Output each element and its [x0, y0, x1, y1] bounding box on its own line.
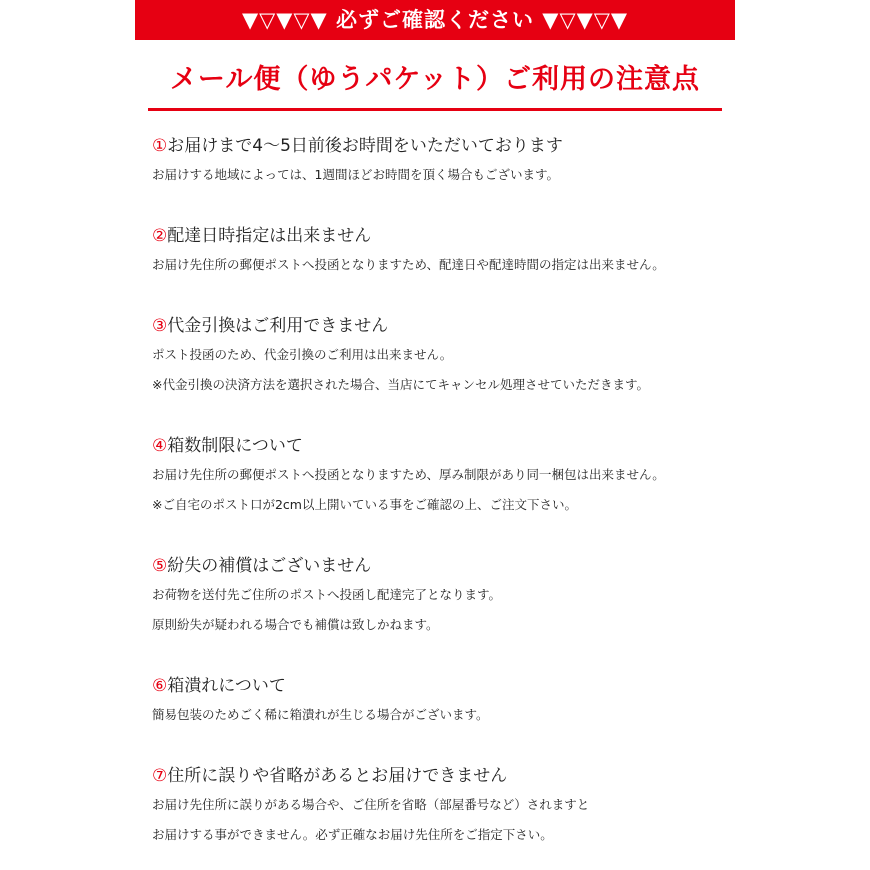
section-delivery-time [152, 132, 752, 190]
section-number: ① [152, 136, 168, 156]
page-title: メール便（ゆうパケット）ご利用の注意点 [169, 64, 701, 95]
section-line: お届け先住所に誤りがある場合や、ご住所を省略（部屋番号など）されますと [152, 797, 590, 812]
section-heading [152, 552, 752, 580]
section-line: 簡易包装のためごく稀に箱潰れが生じる場合がございます。 [152, 707, 489, 722]
section-heading-text: 配達日時指定は出来ません [167, 226, 372, 246]
section-heading-text: 箱数制限について [167, 436, 303, 456]
section-box-crush [152, 672, 752, 730]
section-box-limit [152, 432, 752, 520]
section-address-errors [152, 762, 752, 850]
section-line: お届けする地域によっては、1週間ほどお時間を頂く場合もございます。 [152, 167, 559, 182]
notice-banner: ▼▽▼▽▼ 必ずご確認ください ▼▽▼▽▼ [135, 0, 735, 40]
section-line: ※代金引換の決済方法を選択された場合、当店にてキャンセル処理させていただきます。 [152, 377, 649, 392]
section-line: お届け先住所の郵便ポストへ投函となりますため、配達日や配達時間の指定は出来ません。 [152, 257, 665, 272]
section-heading-text: お届けまで4～5日前後お時間をいただいております [167, 136, 563, 156]
section-line: 原則紛失が疑われる場合でも補償は致しかねます。 [152, 617, 439, 632]
section-number: ⑤ [152, 556, 168, 576]
section-heading [152, 312, 752, 340]
section-heading [152, 432, 752, 460]
section-heading-text: 箱潰れについて [167, 676, 286, 696]
section-line: お届け先住所の郵便ポストへ投函となりますため、厚み制限があり同一梱包は出来ません。 [152, 467, 665, 482]
section-no-date-time [152, 222, 752, 280]
section-heading-text: 住所に誤りや省略があるとお届けできません [167, 766, 508, 786]
section-number: ② [152, 226, 168, 246]
section-line: ※ご自宅のポスト口が2cm以上開いている事をご確認の上、ご注文下さい。 [152, 497, 577, 512]
section-number: ③ [152, 316, 168, 336]
section-number: ④ [152, 436, 168, 456]
section-heading-text: 紛失の補償はございません [167, 556, 372, 576]
section-heading [152, 672, 752, 700]
section-heading [152, 132, 752, 160]
section-heading [152, 222, 752, 250]
section-heading [152, 762, 752, 790]
section-line: ポスト投函のため、代金引換のご利用は出来ません。 [152, 347, 453, 362]
section-heading-text: 代金引換はご利用できません [167, 316, 389, 336]
section-number: ⑦ [152, 766, 168, 786]
section-number: ⑥ [152, 676, 168, 696]
title-underline [148, 108, 722, 111]
section-line: お荷物を送付先ご住所のポストへ投函し配達完了となります。 [152, 587, 502, 602]
section-no-loss-compensation [152, 552, 752, 640]
section-line: お届けする事ができません。必ず正確なお届け先住所をご指定下さい。 [152, 827, 553, 842]
section-no-cod [152, 312, 752, 400]
